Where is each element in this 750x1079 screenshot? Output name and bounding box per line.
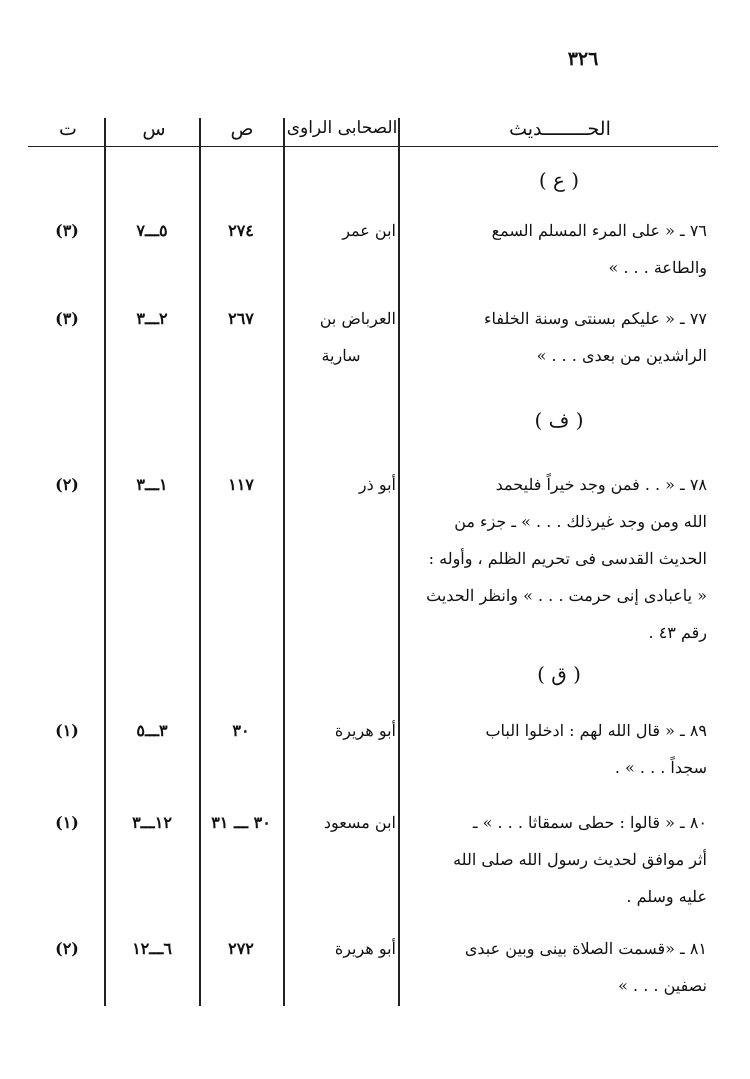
narrator-77 <box>286 300 396 374</box>
hadith-line: ٧٦ ـ « على المرء المسلم السمع <box>491 221 707 240</box>
line-ref-78: ١ـــ٣ <box>136 475 168 494</box>
header-narrator: الصحابى الراوى <box>286 118 398 138</box>
note-ref-78: (٢) <box>55 475 79 494</box>
hadith-line: ٧٧ ـ « عليكم بسنتى وسنة الخلفاء <box>483 309 707 328</box>
hadith-line: نصفين . . . » <box>618 976 707 995</box>
narrator-line: أبو هريرة <box>334 939 396 958</box>
narrator-line: ابن عمر <box>342 221 396 240</box>
hadith-line: الراشدين من بعدى . . . » <box>536 346 707 365</box>
narrator-line: أبو ذر <box>358 475 396 494</box>
hadith-line: رقم ٤٣ . <box>648 623 707 642</box>
narrator-89 <box>286 712 396 749</box>
hadith-text-81 <box>403 930 707 1004</box>
hadith-line: « ياعبادى إنى حرمت . . . » وانظر الحديث <box>426 586 707 605</box>
line-ref-81: ٦ـــ١٢ <box>132 939 172 958</box>
header-page: ص <box>230 118 254 140</box>
hadith-line: والطاعة . . . » <box>608 258 707 277</box>
narrator-line: العرباض بن <box>319 309 396 328</box>
note-ref-77: (٣) <box>55 309 79 328</box>
page-ref-78: ١١٧ <box>228 475 254 494</box>
hadith-line: ٨١ ـ «قسمت الصلاة بينى وبين عبدى <box>464 939 707 958</box>
column-divider-line <box>104 118 106 1006</box>
page-ref-81: ٢٧٢ <box>228 939 254 958</box>
hadith-line: الحديث القدسى فى تحريم الظلم ، وأوله : <box>428 549 707 568</box>
note-ref-76: (٣) <box>55 221 79 240</box>
narrator-81 <box>286 930 396 967</box>
line-ref-76: ٥ـــ٧ <box>136 221 168 240</box>
section-heading-fa: ( ف ) <box>534 408 584 432</box>
narrator-line: أبو هريرة <box>334 721 396 740</box>
hadith-text-77 <box>403 300 707 374</box>
header-hadith: الحــــــــديث <box>509 118 611 140</box>
hadith-line: ٨٠ ـ « قالوا : حطى سمقاثا . . . » ـ <box>472 813 707 832</box>
section-heading-qaf: ( ق ) <box>537 662 581 686</box>
note-ref-80: (١) <box>55 813 79 832</box>
hadith-line: عليه وسلم . <box>626 887 707 906</box>
hadith-line: الله ومن وجد غيرذلك . . . » ـ جزء من <box>454 512 707 531</box>
page-ref-77: ٢٦٧ <box>228 309 254 328</box>
narrator-78 <box>286 466 396 503</box>
header-line: س <box>142 118 166 140</box>
narrator-line: ابن مسعود <box>323 813 396 832</box>
hadith-line: سجداً . . . » . <box>614 758 707 777</box>
hadith-text-80 <box>403 804 707 915</box>
note-ref-81: (٢) <box>55 939 79 958</box>
column-divider-page <box>199 118 201 1006</box>
hadith-text-76 <box>403 212 707 286</box>
page-number: ٣٢٦ <box>567 48 599 70</box>
column-divider-hadith <box>398 118 400 1006</box>
page-ref-89: ٣٠ <box>232 721 250 740</box>
narrator-76 <box>286 212 396 249</box>
hadith-line: ٧٨ ـ « . . فمن وجد خيراً فليحمد <box>495 475 707 494</box>
header-note: ت <box>59 118 77 140</box>
hadith-line: أثر موافق لحديث رسول الله صلى الله <box>453 850 707 869</box>
hadith-text-78 <box>403 466 707 651</box>
section-heading-ain: ( ع ) <box>538 168 580 192</box>
narrator-80 <box>286 804 396 841</box>
hadith-text-89 <box>403 712 707 786</box>
hadith-line: ٨٩ ـ « قال الله لهم : ادخلوا الباب <box>485 721 707 740</box>
page-ref-80: ٣٠ ـــ ٣١ <box>211 813 271 832</box>
line-ref-77: ٢ـــ٣ <box>136 309 168 328</box>
header-rule <box>28 146 718 147</box>
column-divider-narrator <box>283 118 285 1006</box>
page-ref-76: ٢٧٤ <box>228 221 254 240</box>
narrator-line: سارية <box>321 346 361 365</box>
note-ref-89: (١) <box>55 721 79 740</box>
line-ref-80: ١٢ـــ٣ <box>132 813 172 832</box>
line-ref-89: ٣ـــ٥ <box>136 721 168 740</box>
